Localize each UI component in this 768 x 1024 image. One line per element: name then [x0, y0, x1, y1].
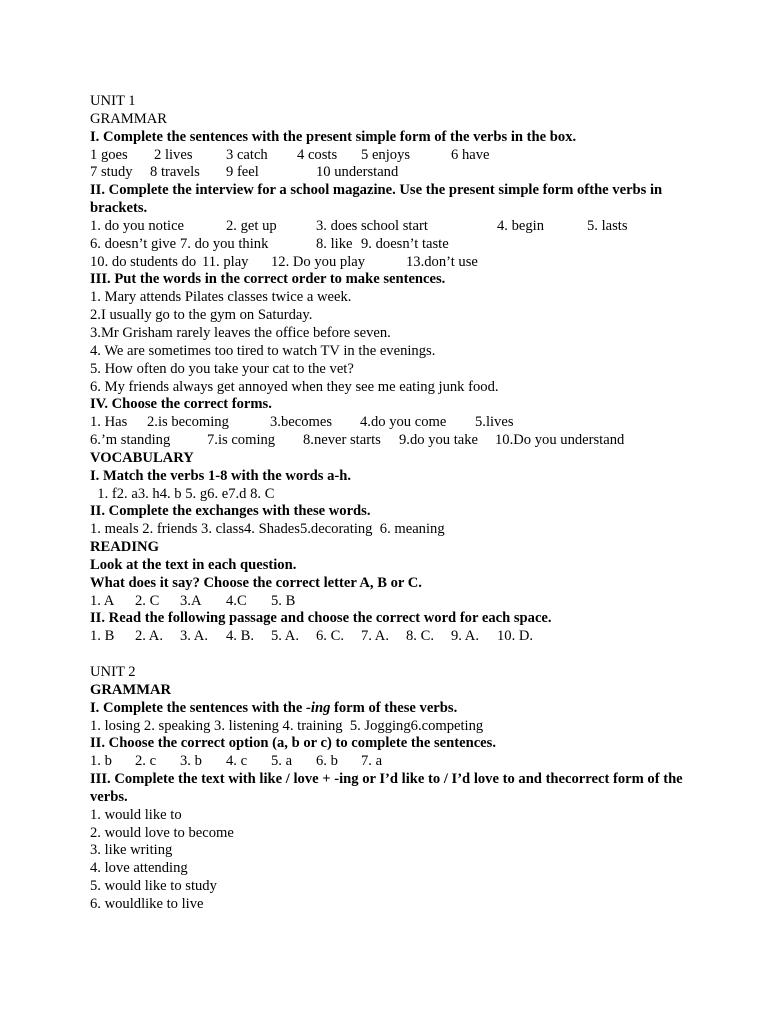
answer: 6. C. — [316, 628, 344, 645]
answer: 1 goes — [90, 146, 128, 163]
answer: 8.never starts — [303, 432, 381, 449]
unit1-vocabulary-2-heading: II. Complete the exchanges with these words. — [90, 503, 371, 520]
heading-text: form of these verbs. — [330, 699, 458, 716]
answer: 3 catch — [226, 146, 268, 163]
unit2-grammar-1-heading — [90, 700, 690, 718]
answer: 8 travels — [150, 164, 200, 181]
unit1-grammar-3-heading: III. Put the words in the correct order to make sentences. — [90, 271, 446, 288]
spacer — [90, 646, 690, 664]
answer: 3. b — [180, 753, 202, 770]
unit1-grammar-1-row1 — [90, 147, 690, 165]
answer: 2. c — [135, 753, 157, 770]
answer: 4 costs — [297, 146, 338, 163]
unit1-grammar-1-row2 — [90, 164, 690, 182]
unit1-grammar-2-row3 — [90, 254, 690, 272]
answer: 10 understand — [316, 164, 399, 181]
unit1-grammar-2-row2 — [90, 236, 690, 254]
unit1-vocabulary-1-heading: I. Match the verbs 1-8 with the words a-h. — [90, 467, 352, 484]
answer: 8. like — [316, 235, 353, 252]
answer: 3.A — [180, 592, 202, 609]
answer: 3. like writing — [90, 842, 173, 859]
answer: 7 study — [90, 164, 133, 181]
unit1-vocabulary-heading: VOCABULARY — [90, 449, 194, 466]
unit1-grammar-2-row1 — [90, 218, 690, 236]
unit1-reading-2-row — [90, 628, 690, 646]
unit2-title: UNIT 2 — [90, 664, 136, 680]
unit1-reading-1-row — [90, 593, 690, 611]
answer: 7.is coming — [207, 432, 276, 449]
unit1-vocabulary-2-answer: 1. meals 2. friends 3. class4. Shades5.decorating 6. meaning — [90, 521, 445, 538]
answer: 11. play — [202, 253, 249, 270]
answer: 5. a — [271, 753, 293, 770]
unit2-grammar-2-heading: II. Choose the correct option (a, b or c) to complete the sentences. — [90, 735, 496, 752]
unit1-grammar-2-heading: II. Complete the interview for a school magazine. Use the present simple form ofthe verbs in brackets. — [90, 182, 663, 217]
sentence: 3.Mr Grisham rarely leaves the office before seven. — [90, 324, 391, 341]
answer-key — [90, 93, 690, 914]
answer: 7. a — [361, 753, 383, 770]
unit2-grammar-heading: GRAMMAR — [90, 681, 172, 698]
answer: 7. do you think — [180, 235, 269, 252]
answer: 10. do students do — [90, 253, 197, 270]
answer: 9 feel — [226, 164, 259, 181]
answer: 8. C. — [406, 628, 434, 645]
answer: 1. A — [90, 592, 115, 609]
unit1-vocabulary-1-answer: 1. f2. a3. h4. b 5. g6. e7.d 8. C — [90, 485, 275, 502]
sentence: 2.I usually go to the gym on Saturday. — [90, 307, 313, 324]
answer: 2 lives — [154, 146, 193, 163]
answer: 7. A. — [361, 628, 389, 645]
unit1-reading-heading: READING — [90, 539, 159, 556]
answer: 4. begin — [497, 217, 545, 234]
unit1-grammar-4-row1 — [90, 414, 690, 432]
answer: 6. doesn’t give — [90, 235, 177, 252]
answer: 3. A. — [180, 628, 208, 645]
answer: 10.Do you understand — [495, 432, 625, 449]
answer: 3.becomes — [270, 414, 333, 431]
unit1-grammar-4-heading: IV. Choose the correct forms. — [90, 396, 272, 413]
answer: 4. B. — [226, 628, 254, 645]
sentence: 1. Mary attends Pilates classes twice a week. — [90, 289, 352, 306]
heading-emphasis: -ing — [306, 699, 331, 716]
answer: 5 enjoys — [361, 146, 411, 163]
sentence: 6. My friends always get annoyed when they see me eating junk food. — [90, 378, 499, 395]
answer: 2. would love to become — [90, 824, 234, 841]
answer: 2. C — [135, 592, 160, 609]
heading-text: I. Complete the sentences with the — [90, 699, 307, 716]
answer: 5. B — [271, 592, 296, 609]
unit1-reading-intro-1: Look at the text in each question. — [90, 556, 297, 573]
answer: 5. lasts — [587, 217, 628, 234]
unit1-grammar-heading: GRAMMAR — [90, 110, 168, 127]
answer: 5. would like to study — [90, 878, 217, 895]
unit2-grammar-1-answer: 1. losing 2. speaking 3. listening 4. training 5. Jogging6.competing — [90, 717, 484, 734]
unit1-reading-2-heading: II. Read the following passage and choose the correct word for each space. — [90, 610, 552, 627]
unit1-reading-intro-2: What does it say? Choose the correct letter A, B or C. — [90, 574, 422, 591]
sentence: 4. We are sometimes too tired to watch TV in the evenings. — [90, 342, 436, 359]
unit2-grammar-2-row — [90, 753, 690, 771]
answer: 2. get up — [226, 217, 277, 234]
answer: 12. Do you play — [271, 253, 366, 270]
answer: 9.do you take — [399, 432, 479, 449]
answer: 4. c — [226, 753, 248, 770]
unit1-grammar-1-heading: I. Complete the sentences with the present simple form of the verbs in the box. — [90, 128, 577, 145]
unit2-grammar-3-heading: III. Complete the text with like / love + -ing or I’d like to / I’d love to and thecorrect form of the verbs. — [90, 771, 683, 805]
answer: 9. A. — [451, 628, 479, 645]
unit1-grammar-4-row2 — [90, 432, 690, 450]
answer: 3. does school start — [316, 217, 428, 234]
answer: 4.do you come — [360, 414, 447, 431]
answer: 1. B — [90, 628, 115, 645]
answer: 1. Has — [90, 414, 128, 431]
answer: 13.don’t use — [406, 253, 478, 270]
answer: 6 have — [451, 146, 490, 163]
unit1-title: UNIT 1 — [90, 93, 136, 109]
sentence: 5. How often do you take your cat to the vet? — [90, 360, 354, 377]
answer: 4.C — [226, 592, 247, 609]
answer: 5.lives — [475, 414, 514, 431]
answer: 6. wouldlike to live — [90, 895, 204, 912]
answer: 4. love attending — [90, 860, 188, 877]
answer: 2. A. — [135, 628, 163, 645]
answer: 9. doesn’t taste — [361, 235, 449, 252]
answer: 1. b — [90, 753, 112, 770]
answer: 6.’m standing — [90, 432, 171, 449]
answer: 10. D. — [497, 628, 534, 645]
answer: 6. b — [316, 753, 338, 770]
answer: 1. do you notice — [90, 217, 185, 234]
answer: 1. would like to — [90, 806, 182, 823]
answer: 5. A. — [271, 628, 299, 645]
answer: 2.is becoming — [147, 414, 229, 431]
